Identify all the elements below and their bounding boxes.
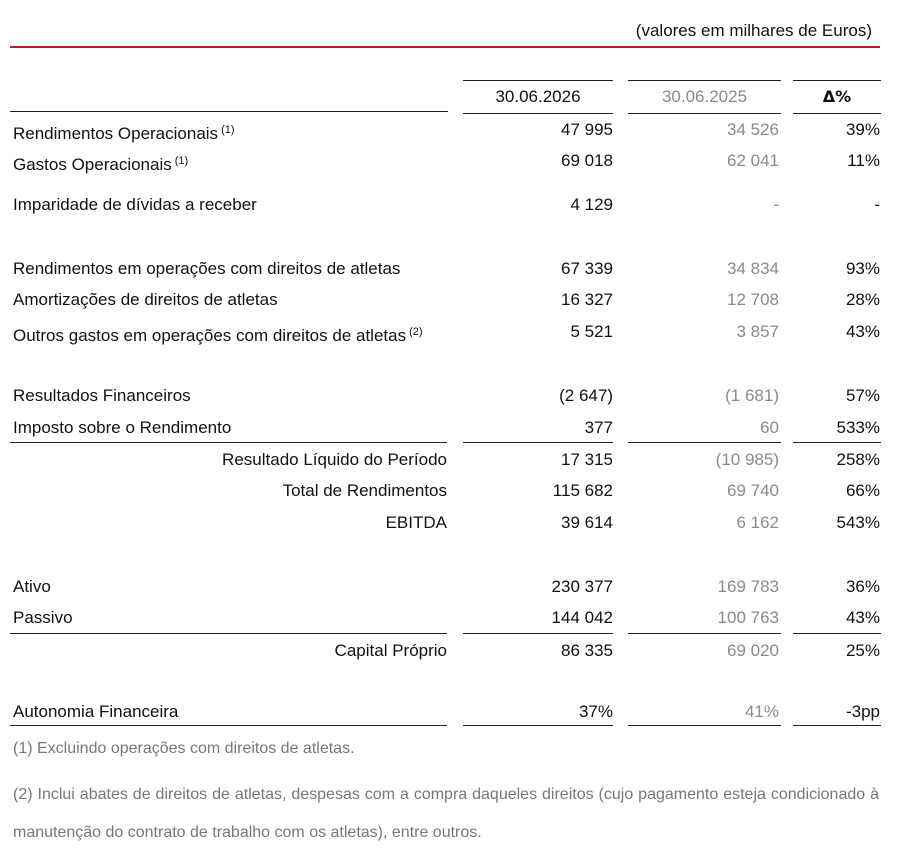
divider [628,725,781,726]
table-row [0,382,900,410]
units-note: (valores em milhares de Euros) [635,21,872,40]
row-label: Capital Próprio [334,641,447,660]
footnote-2: (2) Inclui abates de direitos de atletas, despesas com a compra daqueles direitos (cujo pagamento esteja condicionado à manutenção do contrato de trabalho com os atletas), entre outros. [13,786,879,841]
footnote-ref: (2) [409,326,423,338]
value-current: 39 614 [561,513,613,532]
table-row [0,604,900,632]
table-row [0,147,900,175]
value-previous: 34 526 [727,120,779,139]
value-previous: 69 740 [727,481,779,500]
table-row [0,318,900,346]
value-delta: 258% [836,450,880,469]
value-previous: 60 [760,418,779,437]
value-current: (2 647) [559,386,613,405]
table-row [0,698,900,726]
divider [10,442,447,443]
value-delta: 57% [845,386,880,405]
column-header-previous: 30.06.2025 [628,80,781,114]
value-current: 5 521 [570,322,613,341]
row-label: Imparidade de dívidas a receber [13,195,257,214]
value-previous: 6 162 [736,513,779,532]
divider [793,725,881,726]
row-label: Ativo [13,577,51,596]
divider [463,725,613,726]
value-previous: 62 041 [727,151,779,170]
divider [10,725,447,726]
footnote-ref: (1) [221,124,235,136]
value-current: 86 335 [561,641,613,660]
value-delta: 36% [845,577,880,596]
row-label: Passivo [13,608,73,627]
divider [793,633,881,634]
row-label: Rendimentos Operacionais $^{(1)}$ [13,124,235,143]
value-previous: 169 783 [717,577,779,596]
table-row [0,573,900,601]
value-current: 47 995 [561,120,613,139]
table-row [0,414,900,442]
header-rule [10,111,448,112]
value-current: 67 339 [561,259,613,278]
value-current: 115 682 [552,481,613,500]
row-label: Outros gastos em operações com direitos de atletas $^{(2)}$ [13,326,423,345]
value-delta: 533% [836,418,880,437]
value-current: 69 018 [561,151,613,170]
value-current: 4 129 [570,195,613,214]
value-delta: - [874,195,880,214]
value-previous: (10 985) [715,450,779,469]
value-delta: 93% [845,259,880,278]
table-row [0,116,900,144]
value-current: 16 327 [561,290,613,309]
table-row [0,637,900,665]
title-rule [10,46,880,48]
table-row [0,446,900,474]
row-label: Resultados Financeiros [13,386,191,405]
table-row [0,477,900,505]
table-row [0,286,900,314]
value-previous: 12 708 [727,290,779,309]
value-previous: (1 681) [725,386,779,405]
footnote-ref: (1) [174,155,189,167]
column-header-current: 30.06.2026 [463,80,613,114]
value-delta: -3pp [845,702,880,721]
value-delta: 28% [845,290,880,309]
table-row [0,191,900,219]
value-current: 17 315 [561,450,613,469]
column-header-delta: Δ% [793,80,881,114]
value-delta: 43% [845,608,880,627]
value-delta: 39% [845,120,880,139]
row-label: EBITDA [385,513,447,532]
divider [793,442,881,443]
divider [10,633,447,634]
value-current: 230 377 [551,577,613,596]
value-current: 377 [584,418,613,437]
value-delta: 543% [836,513,880,532]
value-delta: 43% [845,322,880,341]
row-label: Total de Rendimentos [282,481,447,500]
divider [628,633,781,634]
value-delta: 11% [847,151,880,170]
value-previous: 100 763 [717,608,779,627]
value-previous: 34 834 [727,259,779,278]
row-label: Amortizações de direitos de atletas [13,290,278,309]
value-current: 37% [578,702,613,721]
value-delta: 66% [845,481,880,500]
value-previous: 41% [744,702,779,721]
row-label: Resultado Líquido do Período [222,450,447,469]
divider [628,442,781,443]
value-current: 144 042 [551,608,613,627]
row-label: Gastos Operacionais $^{(1)}$ [13,155,189,174]
divider [463,633,613,634]
table-row [0,509,900,537]
footnote-1: (1) Excluindo operações com direitos de atletas. [13,740,355,757]
value-previous: - [773,195,779,214]
value-previous: 69 020 [727,641,779,660]
row-label: Autonomia Financeira [13,702,179,721]
value-delta: 25% [845,641,880,660]
divider [463,442,613,443]
row-label: Imposto sobre o Rendimento [13,418,232,437]
table-row [0,255,900,283]
value-previous: 3 857 [736,322,779,341]
row-label: Rendimentos em operações com direitos de atletas [13,259,401,278]
